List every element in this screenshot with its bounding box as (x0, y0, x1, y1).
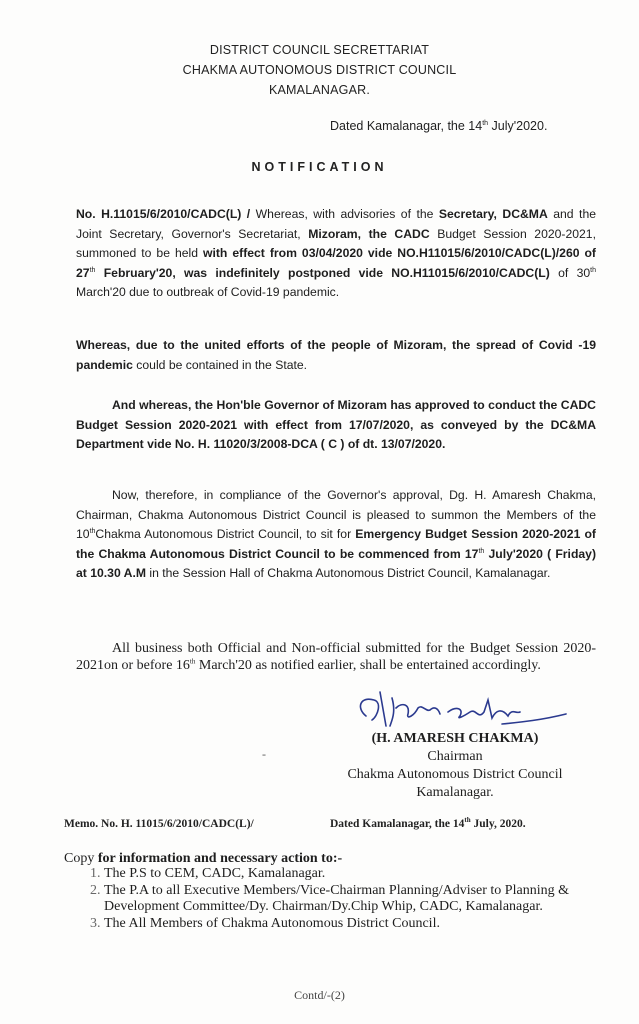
list-item: 1. The P.S to CEM, CADC, Kamalanagar. (104, 866, 624, 883)
signatory-designation: Chairman (427, 749, 483, 764)
memo-number: Memo. No. H. 11015/6/2010/CADC(L)/ (64, 818, 254, 830)
letterhead-line-1: DISTRICT COUNCIL SECRETTARIAT (209, 43, 430, 57)
list-item: 2. The P.A to all Executive Members/Vice-Chairman Planning/Adviser to Planning & Development Committee/Dy. Chairman/Dy.Chip Whip, CADC, Kamalanagar. (104, 883, 624, 916)
copy-recipient-list (72, 866, 624, 932)
notification-title: NOTIFICATION (251, 160, 388, 174)
memo-date: Dated Kamalanagar, the 14th July, 2020. (330, 816, 526, 830)
paragraph-background: No. H.11015/6/2010/CADC(L) / Whereas, with advisories of the Secretary, DC&MA and the Joint Secretary, Governor's Secretariat, Mizoram, the CADC Budget Session 2020-2021, summoned to be held with effect from 03/04/2020 vide NO.H11015/6/2010/CADC(L)/260 of 27th February'20, was indefinitely postponed vide NO.H11015/6/2010/CADC(L) of 30th March'20 due to outbreak of Covid-19 pandemic. (76, 207, 596, 299)
paragraph-business: All business both Official and Non-official submitted for the Budget Session 2020-2021on or before 16th March'20 as notified earlier, shall be entertained accordingly. (76, 641, 596, 673)
reference-number: No. H.11015/6/2010/CADC(L) / (76, 207, 251, 221)
letterhead (0, 40, 639, 100)
list-item: 3. The All Members of Chakma Autonomous District Council. (104, 916, 624, 933)
signatory-name: (H. AMARESH CHAKMA) (371, 731, 539, 746)
signatory-organization: Chakma Autonomous District Council (347, 767, 563, 782)
paragraph-covid-contained: Whereas, due to the united efforts of the people of Mizoram, the spread of Covid -19 pandemic could be contained in the State. (76, 338, 596, 372)
signature-icon (352, 686, 572, 734)
notification-date: Dated Kamalanagar, the 14th July'2020. (330, 119, 548, 133)
signature-block (300, 730, 610, 802)
signatory-place: Kamalanagar. (416, 785, 494, 800)
copy-heading: Copy for information and necessary action to:- (64, 851, 343, 866)
letterhead-line-2: CHAKMA AUTONOMOUS DISTRICT COUNCIL (182, 63, 457, 77)
stray-mark: - (262, 747, 266, 761)
letterhead-line-3: KAMALANAGAR. (268, 83, 371, 97)
continued-footer: Contd/-(2) (294, 988, 345, 1002)
paragraph-summons: Now, therefore, in compliance of the Governor's approval, Dg. H. Amaresh Chakma, Chairman, Chakma Autonomous District Council is pleased to summon the Members of the 10thChakma Autonomous District Council, to sit for Emergency Budget Session 2020-2021 of the Chakma Autonomous District Council to be commenced from 17th July'2020 ( Friday) at 10.30 A.M in the Session Hall of Chakma Autonomous District Council, Kamalanagar. (76, 488, 596, 580)
paragraph-governor-approval: And whereas, the Hon'ble Governor of Mizoram has approved to conduct the CADC Budget Session 2020-2021 with effect from 17/07/2020, as conveyed by the DC&MA Department vide No. H. 11020/3/2008-DCA ( C ) of dt. 13/07/2020. (76, 398, 596, 451)
